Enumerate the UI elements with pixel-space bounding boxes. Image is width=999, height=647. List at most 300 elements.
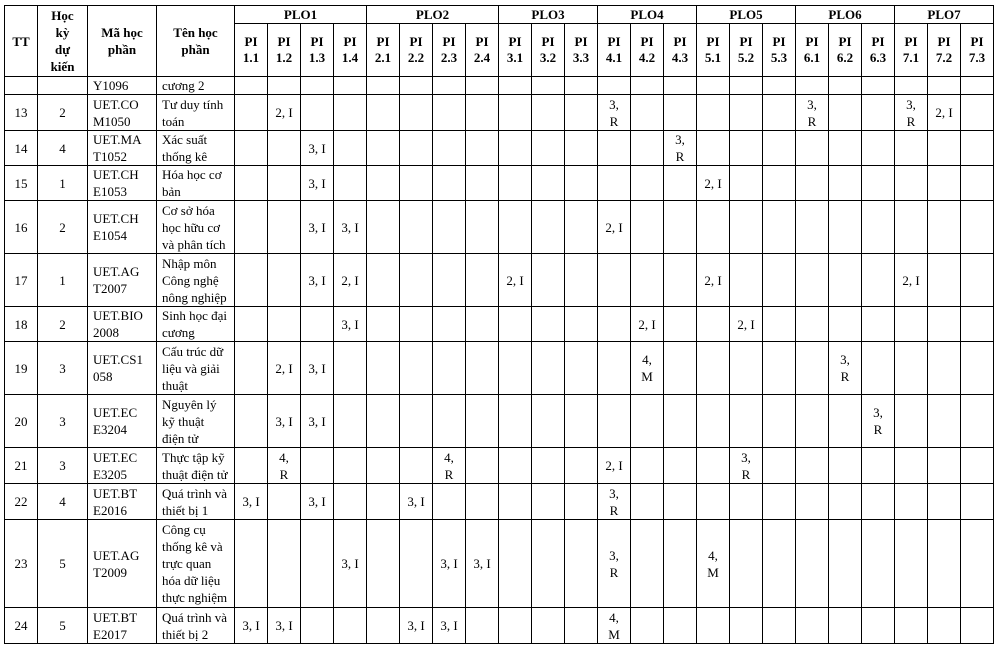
- pi-cell: [928, 307, 961, 342]
- pi-cell: [796, 77, 829, 95]
- pi-cell: [961, 131, 994, 166]
- row-semester: 3: [38, 395, 88, 448]
- row-tt: 14: [5, 131, 38, 166]
- pi-cell: [862, 484, 895, 520]
- pi-cell: [829, 307, 862, 342]
- pi-cell: [268, 166, 301, 201]
- pi-cell: 2, I: [730, 307, 763, 342]
- pi-cell: [235, 448, 268, 484]
- pi-cell: [763, 131, 796, 166]
- pi-cell: [961, 307, 994, 342]
- pi-cell: [400, 342, 433, 395]
- row-tt: [5, 77, 38, 95]
- pi-cell: [895, 342, 928, 395]
- pi-cell: [499, 608, 532, 644]
- pi-cell: [895, 395, 928, 448]
- pi-cell: [730, 608, 763, 644]
- pi-cell: [895, 608, 928, 644]
- pi-cell: [664, 77, 697, 95]
- pi-cell: 2, I: [928, 95, 961, 131]
- pi-cell: [961, 484, 994, 520]
- pi-cell: [697, 395, 730, 448]
- pi-cell: [730, 520, 763, 608]
- pi-cell: [862, 608, 895, 644]
- row-tt: 19: [5, 342, 38, 395]
- pi-cell: [433, 254, 466, 307]
- pi-cell: [631, 95, 664, 131]
- pi-cell: [301, 77, 334, 95]
- row-course-code: UET.CO M1050: [88, 95, 157, 131]
- pi-cell: [466, 131, 499, 166]
- pi-cell: [532, 307, 565, 342]
- pi-cell: [796, 342, 829, 395]
- pi-cell: [235, 201, 268, 254]
- pi-cell: [268, 77, 301, 95]
- pi-cell: [565, 395, 598, 448]
- header-pi: PI 1.4: [334, 24, 367, 77]
- pi-cell: [829, 131, 862, 166]
- pi-cell: [235, 395, 268, 448]
- table-row: [5, 131, 994, 166]
- pi-cell: [664, 307, 697, 342]
- pi-cell: [334, 342, 367, 395]
- pi-cell: [565, 95, 598, 131]
- pi-cell: [334, 608, 367, 644]
- pi-cell: [433, 201, 466, 254]
- pi-cell: [598, 254, 631, 307]
- pi-cell: [367, 307, 400, 342]
- pi-cell: [400, 166, 433, 201]
- pi-cell: 3, I: [433, 608, 466, 644]
- pi-cell: [400, 307, 433, 342]
- pi-cell: [235, 254, 268, 307]
- pi-cell: [367, 254, 400, 307]
- header-pi: PI 5.2: [730, 24, 763, 77]
- row-course-name: Công cụ thống kê và trực quan hóa dữ liệu thực nghiệm: [157, 520, 235, 608]
- header-plo7: PLO7: [895, 6, 994, 24]
- pi-cell: [763, 254, 796, 307]
- pi-cell: [697, 448, 730, 484]
- pi-cell: [730, 201, 763, 254]
- pi-cell: [367, 201, 400, 254]
- row-tt: 21: [5, 448, 38, 484]
- row-course-code: UET.CH E1053: [88, 166, 157, 201]
- pi-cell: [334, 131, 367, 166]
- pi-cell: [433, 395, 466, 448]
- pi-cell: [862, 95, 895, 131]
- pi-cell: [895, 201, 928, 254]
- row-tt: 20: [5, 395, 38, 448]
- row-course-code: UET.BIO 2008: [88, 307, 157, 342]
- pi-cell: [532, 201, 565, 254]
- pi-cell: [367, 342, 400, 395]
- header-plo4: PLO4: [598, 6, 697, 24]
- pi-cell: 3, I: [235, 484, 268, 520]
- pi-cell: 3, I: [268, 395, 301, 448]
- pi-cell: [565, 342, 598, 395]
- pi-cell: [796, 608, 829, 644]
- pi-cell: [961, 77, 994, 95]
- pi-cell: [763, 608, 796, 644]
- pi-cell: [631, 484, 664, 520]
- pi-cell: [367, 166, 400, 201]
- pi-cell: [664, 166, 697, 201]
- pi-cell: [433, 77, 466, 95]
- pi-cell: [664, 95, 697, 131]
- row-semester: 2: [38, 307, 88, 342]
- pi-cell: [664, 484, 697, 520]
- pi-cell: [466, 484, 499, 520]
- row-semester: 1: [38, 254, 88, 307]
- pi-cell: 4, R: [268, 448, 301, 484]
- pi-cell: [334, 484, 367, 520]
- pi-cell: [466, 166, 499, 201]
- header-pi: PI 1.3: [301, 24, 334, 77]
- row-course-name: Quá trình và thiết bị 2: [157, 608, 235, 644]
- header-pi: PI 5.1: [697, 24, 730, 77]
- table-row: [5, 201, 994, 254]
- pi-cell: [961, 254, 994, 307]
- header-course-name: Tên học phần: [157, 6, 235, 77]
- pi-cell: [664, 448, 697, 484]
- pi-cell: [763, 484, 796, 520]
- pi-cell: [928, 448, 961, 484]
- pi-cell: [763, 77, 796, 95]
- pi-cell: [400, 254, 433, 307]
- table-row: [5, 95, 994, 131]
- pi-cell: [763, 448, 796, 484]
- pi-cell: 3, R: [862, 395, 895, 448]
- row-course-code: UET.AG T2009: [88, 520, 157, 608]
- pi-cell: 3, R: [598, 95, 631, 131]
- pi-cell: [301, 520, 334, 608]
- pi-cell: [796, 131, 829, 166]
- pi-cell: [697, 131, 730, 166]
- table-body: [5, 77, 994, 644]
- table-row: [5, 166, 994, 201]
- header-pi: PI 4.2: [631, 24, 664, 77]
- row-course-code: UET.AG T2007: [88, 254, 157, 307]
- row-semester: [38, 77, 88, 95]
- pi-cell: [334, 166, 367, 201]
- pi-cell: [565, 448, 598, 484]
- row-tt: 23: [5, 520, 38, 608]
- pi-cell: 3, I: [268, 608, 301, 644]
- row-course-name: Thực tập kỹ thuật điện tử: [157, 448, 235, 484]
- row-tt: 18: [5, 307, 38, 342]
- header-tt: TT: [5, 6, 38, 77]
- pi-cell: [928, 201, 961, 254]
- pi-cell: [565, 608, 598, 644]
- table-row: [5, 608, 994, 644]
- pi-cell: 2, I: [598, 201, 631, 254]
- pi-cell: [730, 484, 763, 520]
- pi-cell: [268, 520, 301, 608]
- pi-cell: [796, 166, 829, 201]
- pi-cell: [268, 254, 301, 307]
- row-course-name: Xác suất thống kê: [157, 131, 235, 166]
- row-course-code: UET.BT E2016: [88, 484, 157, 520]
- pi-cell: [796, 520, 829, 608]
- pi-cell: 3, I: [334, 201, 367, 254]
- pi-cell: [631, 395, 664, 448]
- pi-cell: [466, 95, 499, 131]
- pi-cell: [961, 342, 994, 395]
- pi-cell: 3, I: [466, 520, 499, 608]
- pi-cell: [334, 395, 367, 448]
- pi-cell: [565, 484, 598, 520]
- pi-cell: [961, 201, 994, 254]
- pi-cell: [796, 484, 829, 520]
- pi-cell: 3, I: [400, 608, 433, 644]
- pi-cell: [499, 342, 532, 395]
- pi-cell: [796, 201, 829, 254]
- pi-cell: 2, I: [268, 95, 301, 131]
- pi-cell: [631, 520, 664, 608]
- pi-cell: 3, I: [301, 395, 334, 448]
- pi-cell: [235, 77, 268, 95]
- pi-cell: 3, R: [895, 95, 928, 131]
- pi-cell: [367, 484, 400, 520]
- pi-cell: [730, 254, 763, 307]
- pi-cell: [763, 307, 796, 342]
- pi-cell: [730, 131, 763, 166]
- row-semester: 3: [38, 342, 88, 395]
- row-tt: 15: [5, 166, 38, 201]
- header-pi: PI 3.1: [499, 24, 532, 77]
- pi-cell: [829, 254, 862, 307]
- row-tt: 16: [5, 201, 38, 254]
- pi-cell: [334, 448, 367, 484]
- pi-cell: [598, 342, 631, 395]
- pi-cell: [499, 307, 532, 342]
- pi-cell: [664, 608, 697, 644]
- pi-cell: 2, I: [697, 166, 730, 201]
- pi-cell: 2, I: [598, 448, 631, 484]
- pi-cell: [697, 484, 730, 520]
- pi-cell: [631, 201, 664, 254]
- pi-cell: [367, 77, 400, 95]
- row-semester: 3: [38, 448, 88, 484]
- row-semester: 4: [38, 131, 88, 166]
- pi-cell: [928, 395, 961, 448]
- row-course-name: Nhập môn Công nghệ nông nghiệp: [157, 254, 235, 307]
- pi-cell: [466, 307, 499, 342]
- pi-cell: [400, 448, 433, 484]
- pi-cell: 2, I: [895, 254, 928, 307]
- pi-cell: [598, 395, 631, 448]
- plo-mapping-table: [4, 5, 994, 644]
- pi-cell: [565, 520, 598, 608]
- pi-cell: [664, 201, 697, 254]
- pi-cell: [796, 395, 829, 448]
- pi-cell: [829, 201, 862, 254]
- header-pi: PI 3.3: [565, 24, 598, 77]
- pi-cell: 3, R: [730, 448, 763, 484]
- pi-cell: [466, 77, 499, 95]
- pi-cell: [565, 166, 598, 201]
- row-tt: 17: [5, 254, 38, 307]
- pi-cell: 4, R: [433, 448, 466, 484]
- row-course-code: UET.CH E1054: [88, 201, 157, 254]
- pi-cell: [565, 201, 598, 254]
- pi-cell: [829, 608, 862, 644]
- row-course-name: Cấu trúc dữ liệu và giải thuật: [157, 342, 235, 395]
- pi-cell: [301, 448, 334, 484]
- pi-cell: [631, 166, 664, 201]
- pi-cell: [730, 77, 763, 95]
- pi-cell: [895, 166, 928, 201]
- pi-cell: [334, 95, 367, 131]
- pi-cell: [664, 254, 697, 307]
- pi-cell: [961, 608, 994, 644]
- pi-cell: [466, 254, 499, 307]
- pi-cell: [829, 166, 862, 201]
- row-course-name: cương 2: [157, 77, 235, 95]
- pi-cell: 2, I: [697, 254, 730, 307]
- pi-cell: [400, 201, 433, 254]
- pi-cell: [433, 342, 466, 395]
- pi-cell: [730, 166, 763, 201]
- pi-cell: [433, 484, 466, 520]
- header-pi: PI 2.3: [433, 24, 466, 77]
- header-pi: PI 1.1: [235, 24, 268, 77]
- pi-cell: [466, 342, 499, 395]
- table-row: [5, 395, 994, 448]
- pi-cell: [466, 608, 499, 644]
- pi-cell: [598, 77, 631, 95]
- table-row: [5, 484, 994, 520]
- pi-cell: [763, 201, 796, 254]
- pi-cell: [532, 484, 565, 520]
- row-course-code: UET.EC E3204: [88, 395, 157, 448]
- pi-cell: [928, 77, 961, 95]
- pi-cell: [895, 520, 928, 608]
- pi-cell: [928, 520, 961, 608]
- pi-cell: 3, I: [301, 201, 334, 254]
- pi-cell: [796, 307, 829, 342]
- pi-cell: [862, 520, 895, 608]
- header-pi: PI 2.1: [367, 24, 400, 77]
- row-tt: 24: [5, 608, 38, 644]
- pi-cell: [532, 95, 565, 131]
- pi-cell: [532, 608, 565, 644]
- pi-cell: [235, 131, 268, 166]
- row-semester: 5: [38, 520, 88, 608]
- pi-cell: 3, R: [664, 131, 697, 166]
- pi-cell: 3, R: [796, 95, 829, 131]
- pi-cell: [895, 484, 928, 520]
- pi-cell: [928, 484, 961, 520]
- pi-cell: [400, 520, 433, 608]
- pi-cell: [763, 520, 796, 608]
- row-semester: 4: [38, 484, 88, 520]
- pi-cell: 2, I: [631, 307, 664, 342]
- pi-cell: [631, 77, 664, 95]
- row-course-name: Nguyên lý kỹ thuật điện tử: [157, 395, 235, 448]
- pi-cell: [301, 95, 334, 131]
- pi-cell: [862, 342, 895, 395]
- table-row: [5, 520, 994, 608]
- header-semester: Học kỳ dự kiến: [38, 6, 88, 77]
- header-pi: PI 6.1: [796, 24, 829, 77]
- row-semester: 1: [38, 166, 88, 201]
- pi-cell: [763, 166, 796, 201]
- pi-cell: [664, 520, 697, 608]
- pi-cell: [631, 254, 664, 307]
- pi-cell: [961, 395, 994, 448]
- pi-cell: 3, I: [235, 608, 268, 644]
- pi-cell: [895, 77, 928, 95]
- pi-cell: [367, 131, 400, 166]
- pi-cell: [598, 131, 631, 166]
- header-pi: PI 7.2: [928, 24, 961, 77]
- pi-cell: [928, 166, 961, 201]
- header-pi: PI 7.1: [895, 24, 928, 77]
- pi-cell: [664, 342, 697, 395]
- table-row: [5, 254, 994, 307]
- header-pi: PI 4.1: [598, 24, 631, 77]
- pi-cell: [895, 448, 928, 484]
- pi-cell: [334, 77, 367, 95]
- pi-cell: [235, 307, 268, 342]
- header-course-code: Mã học phần: [88, 6, 157, 77]
- pi-cell: [763, 342, 796, 395]
- pi-cell: 3, I: [301, 484, 334, 520]
- pi-cell: [961, 95, 994, 131]
- row-course-code: UET.CS1 058: [88, 342, 157, 395]
- row-semester: 2: [38, 201, 88, 254]
- pi-cell: [895, 131, 928, 166]
- pi-cell: [433, 95, 466, 131]
- pi-cell: [829, 448, 862, 484]
- pi-cell: [433, 131, 466, 166]
- pi-cell: [697, 307, 730, 342]
- header-plo2: PLO2: [367, 6, 499, 24]
- pi-cell: [862, 77, 895, 95]
- row-semester: 2: [38, 95, 88, 131]
- pi-cell: [763, 95, 796, 131]
- row-course-name: Quá trình và thiết bị 1: [157, 484, 235, 520]
- table-row: [5, 77, 994, 95]
- pi-cell: [400, 395, 433, 448]
- pi-cell: [499, 201, 532, 254]
- pi-cell: [499, 520, 532, 608]
- pi-cell: [961, 448, 994, 484]
- pi-cell: 3, I: [400, 484, 433, 520]
- row-tt: 13: [5, 95, 38, 131]
- pi-cell: [763, 395, 796, 448]
- pi-cell: [532, 166, 565, 201]
- row-tt: 22: [5, 484, 38, 520]
- pi-cell: [928, 131, 961, 166]
- pi-cell: [697, 342, 730, 395]
- pi-cell: [235, 342, 268, 395]
- pi-cell: [961, 520, 994, 608]
- pi-cell: [268, 201, 301, 254]
- header-pi: PI 1.2: [268, 24, 301, 77]
- pi-cell: [829, 77, 862, 95]
- pi-cell: 2, I: [334, 254, 367, 307]
- pi-cell: 3, I: [301, 166, 334, 201]
- pi-cell: [631, 131, 664, 166]
- pi-cell: [928, 342, 961, 395]
- pi-cell: [466, 448, 499, 484]
- pi-cell: [532, 448, 565, 484]
- pi-cell: [367, 448, 400, 484]
- pi-cell: [433, 307, 466, 342]
- pi-cell: [400, 131, 433, 166]
